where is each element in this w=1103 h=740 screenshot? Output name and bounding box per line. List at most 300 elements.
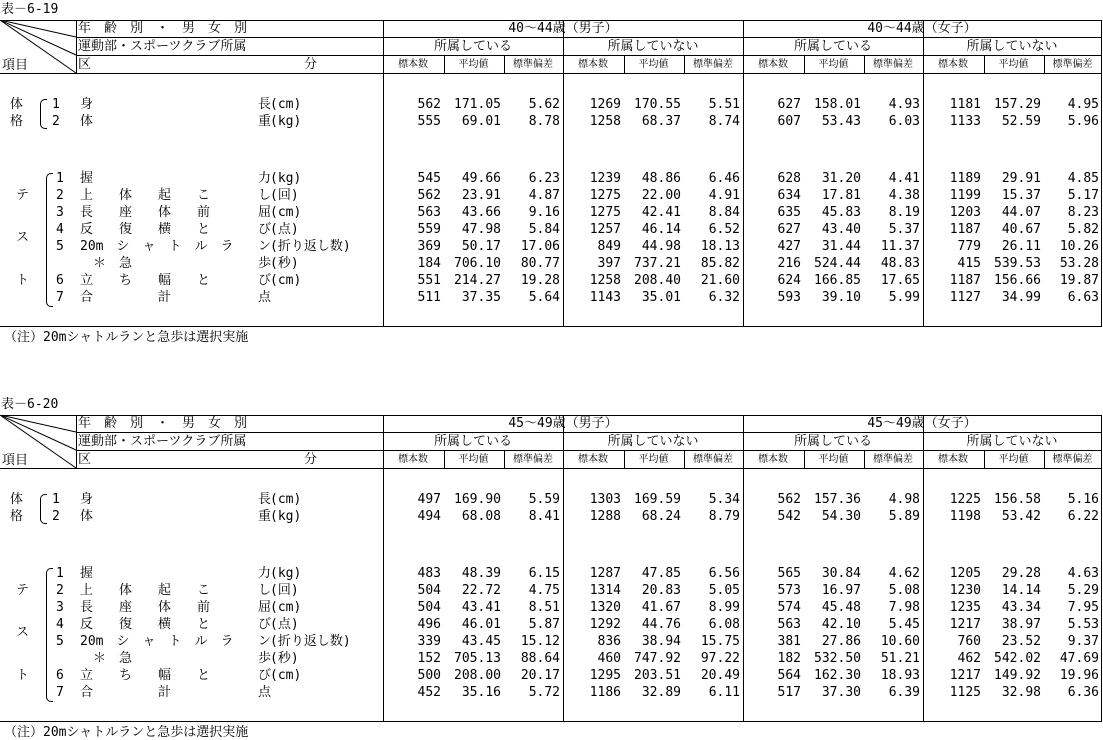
row-value: 6.22 bbox=[1067, 509, 1099, 524]
header-stat: 標準偏差 bbox=[1052, 59, 1093, 70]
row-value: 45.83 bbox=[821, 205, 861, 220]
row-value: 1295 bbox=[589, 668, 621, 683]
row-value: 1292 bbox=[589, 617, 621, 632]
row-item-end: 長 bbox=[258, 492, 272, 507]
row-value: 184 bbox=[417, 256, 441, 271]
row-value: 53.42 bbox=[1001, 509, 1041, 524]
row-value: 5.37 bbox=[888, 222, 920, 237]
row-value: 169.90 bbox=[454, 492, 501, 507]
row-value: 1133 bbox=[949, 114, 981, 129]
row-value: 8.74 bbox=[708, 114, 740, 129]
row-item-name: ＊ 急 bbox=[80, 651, 133, 666]
row-value: 1225 bbox=[949, 492, 981, 507]
row-value: 4.75 bbox=[528, 583, 560, 598]
row-value: 524.44 bbox=[814, 256, 861, 271]
row-number: 4 bbox=[56, 222, 64, 237]
row-value: 30.84 bbox=[821, 566, 861, 581]
row-value: 4.41 bbox=[888, 171, 920, 186]
section-brace bbox=[46, 568, 53, 702]
row-value: 47.69 bbox=[1059, 651, 1099, 666]
row-value: 483 bbox=[417, 566, 441, 581]
rule-line bbox=[0, 73, 1102, 74]
row-value: 6.63 bbox=[1067, 290, 1099, 305]
row-item-name: 身 bbox=[80, 492, 94, 507]
rule-line bbox=[76, 450, 1102, 451]
row-value: 369 bbox=[417, 239, 441, 254]
row-value: 149.92 bbox=[994, 668, 1041, 683]
row-value: 706.10 bbox=[454, 256, 501, 271]
header-item: 項目 bbox=[2, 453, 29, 468]
row-value: 460 bbox=[597, 651, 621, 666]
section-label-char: ス bbox=[16, 625, 30, 640]
row-value: 69.01 bbox=[461, 114, 501, 129]
row-value: 1198 bbox=[949, 509, 981, 524]
row-number: 1 bbox=[56, 171, 64, 186]
row-value: 427 bbox=[777, 239, 801, 254]
row-value: 88.64 bbox=[520, 651, 560, 666]
row-item-end: び bbox=[258, 273, 272, 288]
row-value: 68.24 bbox=[641, 509, 681, 524]
row-item-name: 握 bbox=[80, 171, 94, 186]
row-item-name: 長 座 体 前 bbox=[80, 205, 211, 220]
row-value: 35.01 bbox=[641, 290, 681, 305]
row-value: 6.39 bbox=[888, 685, 920, 700]
section-brace bbox=[40, 99, 47, 129]
row-value: 1303 bbox=[589, 492, 621, 507]
row-value: 43.45 bbox=[461, 634, 501, 649]
row-value: 8.41 bbox=[528, 509, 560, 524]
header-subgroup: 所属していない bbox=[607, 39, 699, 54]
row-value: 849 bbox=[597, 239, 621, 254]
row-unit: (kg) bbox=[270, 171, 302, 186]
row-value: 9.37 bbox=[1067, 634, 1099, 649]
row-value: 564 bbox=[777, 668, 801, 683]
row-value: 628 bbox=[777, 171, 801, 186]
row-value: 49.66 bbox=[461, 171, 501, 186]
row-value: 32.98 bbox=[1001, 685, 1041, 700]
row-value: 10.60 bbox=[880, 634, 920, 649]
header-group-male: 45～49歳（男子） bbox=[508, 416, 618, 431]
row-value: 562 bbox=[777, 492, 801, 507]
row-value: 52.59 bbox=[1001, 114, 1041, 129]
row-value: 1217 bbox=[949, 668, 981, 683]
row-value: 20.49 bbox=[700, 668, 740, 683]
rule-line bbox=[0, 326, 1102, 327]
row-value: 158.01 bbox=[814, 97, 861, 112]
row-value: 1189 bbox=[949, 171, 981, 186]
row-value: 4.93 bbox=[888, 97, 920, 112]
row-value: 517 bbox=[777, 685, 801, 700]
row-value: 6.46 bbox=[708, 171, 740, 186]
row-item-name: 反 復 横 と bbox=[80, 222, 211, 237]
column-divider bbox=[76, 415, 77, 468]
row-value: 737.21 bbox=[634, 256, 681, 271]
row-number: 6 bbox=[56, 273, 64, 288]
row-value: 593 bbox=[777, 290, 801, 305]
row-value: 35.16 bbox=[461, 685, 501, 700]
row-value: 624 bbox=[777, 273, 801, 288]
row-value: 44.76 bbox=[641, 617, 681, 632]
row-value: 1205 bbox=[949, 566, 981, 581]
row-value: 1287 bbox=[589, 566, 621, 581]
row-value: 1199 bbox=[949, 188, 981, 203]
row-value: 21.60 bbox=[700, 273, 740, 288]
row-number: 1 bbox=[52, 97, 60, 112]
row-value: 5.62 bbox=[528, 97, 560, 112]
row-value: 504 bbox=[417, 600, 441, 615]
row-value: 5.51 bbox=[708, 97, 740, 112]
row-value: 48.39 bbox=[461, 566, 501, 581]
row-value: 1275 bbox=[589, 188, 621, 203]
row-unit: (kg) bbox=[270, 114, 302, 129]
header-stat: 標準偏差 bbox=[693, 454, 733, 465]
row-value: 31.20 bbox=[821, 171, 861, 186]
row-value: 511 bbox=[417, 290, 441, 305]
row-value: 5.82 bbox=[1067, 222, 1099, 237]
row-value: 23.52 bbox=[1001, 634, 1041, 649]
row-item-name: 体 bbox=[80, 114, 94, 129]
row-value: 1181 bbox=[949, 97, 981, 112]
row-value: 47.98 bbox=[461, 222, 501, 237]
row-value: 562 bbox=[417, 97, 441, 112]
header-group-male: 40～44歳（男子） bbox=[508, 21, 618, 36]
row-value: 542 bbox=[777, 509, 801, 524]
row-value: 10.26 bbox=[1059, 239, 1099, 254]
row-unit: (点) bbox=[270, 617, 299, 632]
row-value: 1258 bbox=[589, 114, 621, 129]
row-value: 51.21 bbox=[880, 651, 920, 666]
row-item-end: 重 bbox=[258, 114, 272, 129]
row-value: 634 bbox=[777, 188, 801, 203]
table-caption: 表－6-19 bbox=[1, 2, 59, 17]
header-subgroup: 所属している bbox=[433, 39, 512, 54]
row-value: 34.99 bbox=[1001, 290, 1041, 305]
row-value: 747.92 bbox=[634, 651, 681, 666]
row-value: 6.03 bbox=[888, 114, 920, 129]
row-value: 8.23 bbox=[1067, 205, 1099, 220]
row-value: 41.67 bbox=[641, 600, 681, 615]
header-stat: 標本数 bbox=[938, 59, 968, 70]
row-unit: (cm) bbox=[270, 600, 302, 615]
row-value: 627 bbox=[777, 222, 801, 237]
row-value: 452 bbox=[417, 685, 441, 700]
rule-line bbox=[0, 721, 1102, 722]
header-kubun: 区 bbox=[78, 452, 92, 467]
row-number: 2 bbox=[52, 114, 60, 129]
row-value: 203.51 bbox=[634, 668, 681, 683]
row-value: 6.52 bbox=[708, 222, 740, 237]
row-value: 1257 bbox=[589, 222, 621, 237]
row-value: 31.44 bbox=[821, 239, 861, 254]
row-item-name: 立 ち 幅 と bbox=[80, 668, 211, 683]
row-value: 6.08 bbox=[708, 617, 740, 632]
row-value: 8.78 bbox=[528, 114, 560, 129]
row-item-name: 合 計 bbox=[80, 290, 172, 305]
row-unit: (点) bbox=[270, 222, 299, 237]
header-stat: 標準偏差 bbox=[873, 454, 913, 465]
row-value: 1217 bbox=[949, 617, 981, 632]
row-value: 1187 bbox=[949, 222, 981, 237]
header-stat: 標準偏差 bbox=[693, 59, 733, 70]
row-value: 760 bbox=[957, 634, 981, 649]
row-value: 559 bbox=[417, 222, 441, 237]
row-value: 170.55 bbox=[634, 97, 681, 112]
row-value: 555 bbox=[417, 114, 441, 129]
row-value: 27.86 bbox=[821, 634, 861, 649]
header-kubun: 区 bbox=[78, 57, 92, 72]
header-stat: 標本数 bbox=[758, 454, 788, 465]
row-value: 208.40 bbox=[634, 273, 681, 288]
row-item-end: ン bbox=[258, 634, 272, 649]
row-value: 627 bbox=[777, 97, 801, 112]
header-subgroup: 所属していない bbox=[966, 434, 1058, 449]
row-value: 19.28 bbox=[520, 273, 560, 288]
row-value: 80.77 bbox=[520, 256, 560, 271]
row-value: 500 bbox=[417, 668, 441, 683]
row-value: 18.13 bbox=[700, 239, 740, 254]
row-item-name: ＊ 急 bbox=[80, 256, 133, 271]
row-value: 42.10 bbox=[821, 617, 861, 632]
stats-table bbox=[0, 398, 1103, 738]
row-value: 23.91 bbox=[461, 188, 501, 203]
row-value: 15.37 bbox=[1001, 188, 1041, 203]
row-value: 1187 bbox=[949, 273, 981, 288]
section-label-char: ト bbox=[16, 668, 30, 683]
row-item-name: 長 座 体 前 bbox=[80, 600, 211, 615]
row-value: 1314 bbox=[589, 583, 621, 598]
row-value: 44.98 bbox=[641, 239, 681, 254]
row-number: 1 bbox=[52, 492, 60, 507]
header-bun: 分 bbox=[304, 452, 318, 467]
row-value: 162.30 bbox=[814, 668, 861, 683]
row-value: 17.06 bbox=[520, 239, 560, 254]
row-value: 6.56 bbox=[708, 566, 740, 581]
row-value: 4.62 bbox=[888, 566, 920, 581]
row-value: 1235 bbox=[949, 600, 981, 615]
row-item-name: 握 bbox=[80, 566, 94, 581]
row-value: 43.34 bbox=[1001, 600, 1041, 615]
row-item-end: ン bbox=[258, 239, 272, 254]
row-value: 68.37 bbox=[641, 114, 681, 129]
row-value: 1125 bbox=[949, 685, 981, 700]
header-stat: 標本数 bbox=[938, 454, 968, 465]
row-value: 8.19 bbox=[888, 205, 920, 220]
header-stat: 平均値 bbox=[998, 59, 1029, 70]
row-value: 5.45 bbox=[888, 617, 920, 632]
row-item-end: し bbox=[258, 583, 272, 598]
row-unit: (折り返し数) bbox=[270, 634, 351, 649]
row-unit: (cm) bbox=[270, 273, 302, 288]
row-value: 562 bbox=[417, 188, 441, 203]
row-value: 496 bbox=[417, 617, 441, 632]
rule-line bbox=[76, 55, 1102, 56]
row-item-end: 力 bbox=[258, 566, 272, 581]
row-value: 43.66 bbox=[461, 205, 501, 220]
row-item-end: 屈 bbox=[258, 600, 272, 615]
row-item-name: 反 復 横 と bbox=[80, 617, 211, 632]
row-value: 38.94 bbox=[641, 634, 681, 649]
header-stat: 平均値 bbox=[638, 454, 669, 465]
row-value: 214.27 bbox=[454, 273, 501, 288]
row-value: 42.41 bbox=[641, 205, 681, 220]
header-club: 運動部・スポーツクラブ所属 bbox=[78, 434, 247, 449]
row-number: 2 bbox=[56, 583, 64, 598]
row-value: 11.37 bbox=[880, 239, 920, 254]
row-value: 6.32 bbox=[708, 290, 740, 305]
rule-line bbox=[76, 432, 1102, 433]
row-value: 1230 bbox=[949, 583, 981, 598]
row-value: 5.29 bbox=[1067, 583, 1099, 598]
row-unit: (kg) bbox=[270, 509, 302, 524]
row-value: 50.17 bbox=[461, 239, 501, 254]
row-number: 2 bbox=[56, 188, 64, 203]
row-value: 38.97 bbox=[1001, 617, 1041, 632]
column-divider bbox=[1101, 415, 1102, 722]
row-value: 166.85 bbox=[814, 273, 861, 288]
header-subgroup: 所属していない bbox=[607, 434, 699, 449]
row-value: 37.30 bbox=[821, 685, 861, 700]
row-value: 208.00 bbox=[454, 668, 501, 683]
row-value: 97.22 bbox=[700, 651, 740, 666]
row-value: 22.72 bbox=[461, 583, 501, 598]
section-label-char: 格 bbox=[10, 114, 24, 129]
row-unit: (回) bbox=[270, 188, 299, 203]
row-value: 37.35 bbox=[461, 290, 501, 305]
row-value: 4.95 bbox=[1067, 97, 1099, 112]
row-value: 381 bbox=[777, 634, 801, 649]
row-value: 5.34 bbox=[708, 492, 740, 507]
header-stat: 標本数 bbox=[578, 454, 608, 465]
header-stat: 標準偏差 bbox=[513, 454, 553, 465]
row-value: 4.85 bbox=[1067, 171, 1099, 186]
row-item-name: 合 計 bbox=[80, 685, 172, 700]
row-item-name: 上 体 起 こ bbox=[80, 188, 211, 203]
row-value: 607 bbox=[777, 114, 801, 129]
table-frame bbox=[0, 415, 1101, 721]
header-stat: 標準偏差 bbox=[513, 59, 553, 70]
row-number: 4 bbox=[56, 617, 64, 632]
row-value: 4.38 bbox=[888, 188, 920, 203]
row-value: 44.07 bbox=[1001, 205, 1041, 220]
row-value: 39.10 bbox=[821, 290, 861, 305]
row-value: 8.99 bbox=[708, 600, 740, 615]
row-value: 47.85 bbox=[641, 566, 681, 581]
header-age-sex: 年 齢 別 ・ 男 女 別 bbox=[78, 21, 248, 36]
row-value: 1269 bbox=[589, 97, 621, 112]
row-value: 7.95 bbox=[1067, 600, 1099, 615]
section-label-char: ス bbox=[16, 230, 30, 245]
row-value: 43.41 bbox=[461, 600, 501, 615]
row-value: 339 bbox=[417, 634, 441, 649]
row-unit: (cm) bbox=[270, 492, 302, 507]
row-item-end: 点 bbox=[258, 685, 272, 700]
header-age-sex: 年 齢 別 ・ 男 女 別 bbox=[78, 416, 248, 431]
row-value: 157.36 bbox=[814, 492, 861, 507]
row-number: 5 bbox=[56, 634, 64, 649]
row-number: 7 bbox=[56, 685, 64, 700]
row-value: 565 bbox=[777, 566, 801, 581]
row-value: 5.59 bbox=[528, 492, 560, 507]
row-item-end: 力 bbox=[258, 171, 272, 186]
row-value: 705.13 bbox=[454, 651, 501, 666]
row-item-name: 立 ち 幅 と bbox=[80, 273, 211, 288]
row-value: 1143 bbox=[589, 290, 621, 305]
header-subgroup: 所属していない bbox=[966, 39, 1058, 54]
row-value: 1203 bbox=[949, 205, 981, 220]
row-unit: (cm) bbox=[270, 668, 302, 683]
row-value: 48.83 bbox=[880, 256, 920, 271]
row-value: 46.01 bbox=[461, 617, 501, 632]
header-stat: 平均値 bbox=[458, 59, 489, 70]
row-value: 4.91 bbox=[708, 188, 740, 203]
row-value: 20.83 bbox=[641, 583, 681, 598]
row-value: 5.16 bbox=[1067, 492, 1099, 507]
section-brace bbox=[40, 494, 47, 524]
row-item-end: 歩 bbox=[258, 651, 272, 666]
header-group-female: 40～44歳（女子） bbox=[867, 21, 977, 36]
table-note: （注）20mシャトルランと急歩は選択実施 bbox=[4, 330, 249, 345]
section-label-char: テ bbox=[16, 583, 30, 598]
row-value: 156.58 bbox=[994, 492, 1041, 507]
header-stat: 標本数 bbox=[578, 59, 608, 70]
row-value: 573 bbox=[777, 583, 801, 598]
header-club: 運動部・スポーツクラブ所属 bbox=[78, 39, 247, 54]
row-value: 4.98 bbox=[888, 492, 920, 507]
rule-line bbox=[0, 468, 1102, 469]
row-value: 1320 bbox=[589, 600, 621, 615]
column-divider bbox=[76, 20, 77, 73]
row-value: 15.75 bbox=[700, 634, 740, 649]
row-value: 504 bbox=[417, 583, 441, 598]
header-stat: 平均値 bbox=[458, 454, 489, 465]
row-value: 20.17 bbox=[520, 668, 560, 683]
row-number: 3 bbox=[56, 600, 64, 615]
row-item-end: 点 bbox=[258, 290, 272, 305]
row-value: 26.11 bbox=[1001, 239, 1041, 254]
row-value: 85.82 bbox=[700, 256, 740, 271]
row-value: 574 bbox=[777, 600, 801, 615]
header-stat: 平均値 bbox=[998, 454, 1029, 465]
row-item-name: 上 体 起 こ bbox=[80, 583, 211, 598]
header-stat: 標本数 bbox=[758, 59, 788, 70]
row-value: 539.53 bbox=[994, 256, 1041, 271]
row-value: 182 bbox=[777, 651, 801, 666]
row-value: 5.89 bbox=[888, 509, 920, 524]
row-value: 171.05 bbox=[454, 97, 501, 112]
row-value: 5.84 bbox=[528, 222, 560, 237]
rule-line bbox=[76, 37, 1102, 38]
row-item-end: 長 bbox=[258, 97, 272, 112]
row-unit: (cm) bbox=[270, 205, 302, 220]
row-value: 32.89 bbox=[641, 685, 681, 700]
row-value: 68.08 bbox=[461, 509, 501, 524]
row-value: 563 bbox=[777, 617, 801, 632]
row-value: 45.48 bbox=[821, 600, 861, 615]
row-value: 1275 bbox=[589, 205, 621, 220]
row-value: 5.72 bbox=[528, 685, 560, 700]
row-number: 5 bbox=[56, 239, 64, 254]
row-item-end: び bbox=[258, 617, 272, 632]
header-item: 項目 bbox=[2, 58, 29, 73]
row-unit: (kg) bbox=[270, 566, 302, 581]
row-value: 6.11 bbox=[708, 685, 740, 700]
row-number: 1 bbox=[56, 566, 64, 581]
header-group-female: 45～49歳（女子） bbox=[867, 416, 977, 431]
row-unit: (秒) bbox=[270, 256, 299, 271]
row-item-name: 20m シ ャ ト ル ラ bbox=[80, 239, 234, 254]
row-value: 1239 bbox=[589, 171, 621, 186]
row-value: 53.43 bbox=[821, 114, 861, 129]
